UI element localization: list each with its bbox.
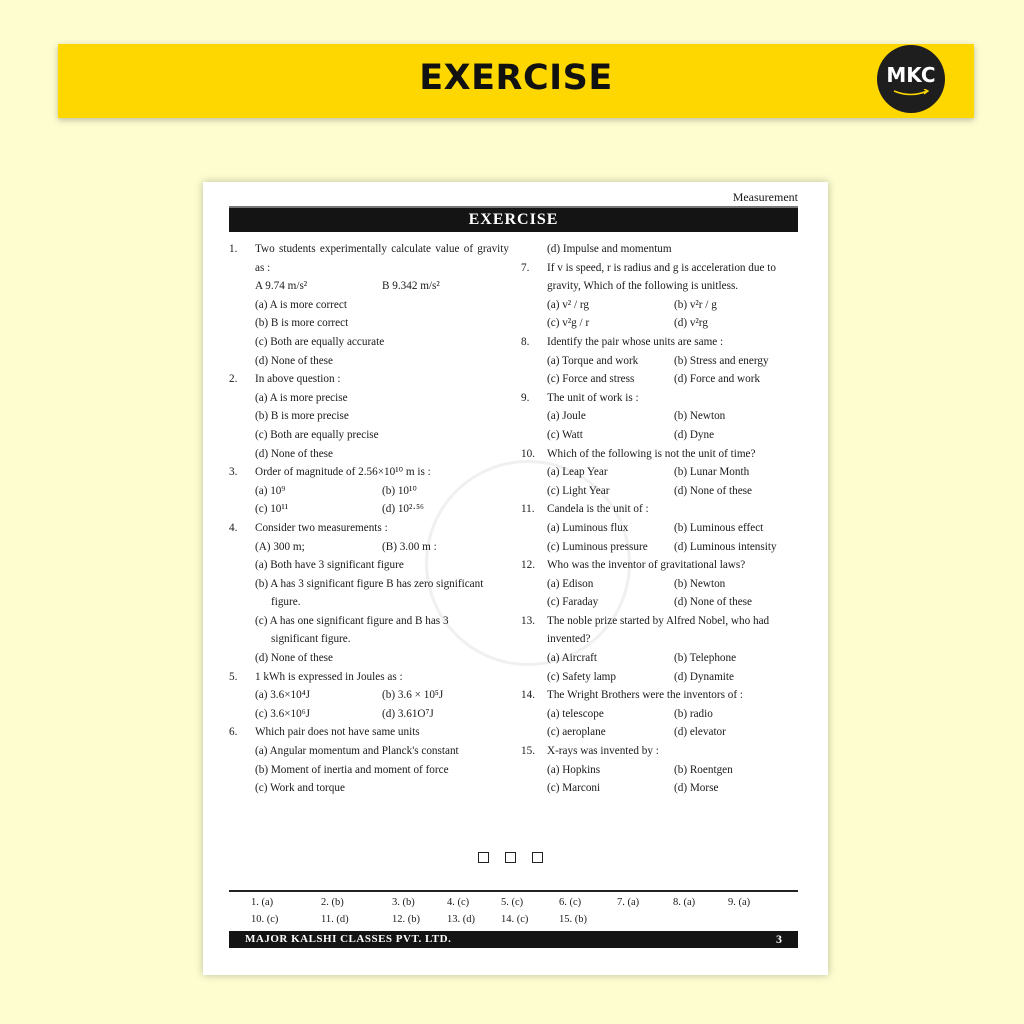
option-row: (c) 10¹¹ (d) 10²·⁵⁶ xyxy=(255,503,424,516)
question: 13. The noble prize started by Alfred Nobel, who had invented? xyxy=(521,614,770,646)
option: (a) A is more correct xyxy=(255,298,347,311)
swoosh-icon xyxy=(893,89,929,97)
page-number: 3 xyxy=(776,932,782,946)
option-row: (c) Safety lamp (d) Dynamite xyxy=(547,670,734,683)
option-continued: significant figure. xyxy=(271,633,351,646)
answer: 9. (a) xyxy=(728,897,751,908)
answer: 4. (c) xyxy=(447,897,470,908)
option: (c) Both are equally accurate xyxy=(255,335,385,348)
answer: 13. (d) xyxy=(447,914,475,925)
question: 12. Who was the inventor of gravitational laws? xyxy=(521,559,746,572)
option: (b) B is more precise xyxy=(255,410,349,423)
question: 4. Consider two measurements : xyxy=(229,521,388,534)
answer: 7. (a) xyxy=(617,897,640,908)
option-row: (c) Force and stress (d) Force and work xyxy=(547,373,761,386)
option-row: (c) v²g / r (d) v²rg xyxy=(547,317,708,330)
option: (a) Angular momentum and Planck's constant xyxy=(255,745,459,758)
answer: 8. (a) xyxy=(673,897,696,908)
answer-row xyxy=(251,911,791,928)
answer: 1. (a) xyxy=(251,897,274,908)
question: 3. Order of magnitude of 2.56×10¹⁰ m is : xyxy=(229,466,431,479)
publisher-name: MAJOR KALSHI CLASSES PVT. LTD. xyxy=(245,933,452,945)
option-row: (a) Hopkins (b) Roentgen xyxy=(547,763,733,776)
answer: 6. (c) xyxy=(559,897,582,908)
option: (d) None of these xyxy=(255,354,333,367)
option-row: (c) Faraday (d) None of these xyxy=(547,596,752,609)
answer-row xyxy=(251,894,791,911)
square-icon xyxy=(478,852,489,863)
option: (a) Both have 3 significant figure xyxy=(255,559,404,572)
option-row: (a) Joule (b) Newton xyxy=(547,410,726,423)
option-row: (a) 10⁹ (b) 10¹⁰ xyxy=(255,484,417,497)
option-row: (c) Watt (d) Dyne xyxy=(547,428,715,441)
left-column xyxy=(225,240,509,798)
option-row: (a) Leap Year (b) Lunar Month xyxy=(547,466,750,479)
option-continued: figure. xyxy=(271,596,301,609)
question: 8. Identify the pair whose units are same : xyxy=(521,335,724,348)
logo-text: MKC xyxy=(886,63,936,87)
answer: 15. (b) xyxy=(559,914,587,925)
option: (c) Work and torque xyxy=(255,782,345,795)
right-column xyxy=(517,240,801,798)
option: (b) A has 3 significant figure B has zero significant xyxy=(255,577,484,590)
mkc-logo xyxy=(877,45,945,113)
banner-title: EXERCISE xyxy=(419,58,613,98)
question: 1. Two students experimentally calculate value of gravity as : xyxy=(229,243,509,274)
square-icon xyxy=(505,852,516,863)
option-row: (a) Luminous flux (b) Luminous effect xyxy=(547,521,764,534)
option-row: (a) v² / rg (b) v²r / g xyxy=(547,298,717,311)
answer-key xyxy=(251,894,791,928)
option-row: (a) telescope (b) radio xyxy=(547,707,713,720)
answer: 5. (c) xyxy=(501,897,524,908)
option: (b) Moment of inertia and moment of force xyxy=(255,763,449,776)
question: 10. Which of the following is not the unit of time? xyxy=(521,447,756,460)
value-pair: A 9.74 m/s² B 9.342 m/s² xyxy=(255,280,440,293)
option: (b) B is more correct xyxy=(255,317,349,330)
answer: 11. (d) xyxy=(321,914,349,925)
running-head: Measurement xyxy=(732,190,798,204)
divider xyxy=(229,890,798,892)
option-row: (c) 3.6×10⁶J (d) 3.61O⁷J xyxy=(255,707,434,720)
option: (c) A has one significant figure and B has 3 xyxy=(255,614,449,627)
answer: 3. (b) xyxy=(392,897,415,908)
question: 11. Candela is the unit of : xyxy=(521,503,649,516)
option-row: (c) aeroplane (d) elevator xyxy=(547,726,726,739)
answer: 14. (c) xyxy=(501,914,529,925)
question: 5. 1 kWh is expressed in Joules as : xyxy=(229,670,403,683)
answer: 10. (c) xyxy=(251,914,279,925)
question: 2. In above question : xyxy=(229,373,341,386)
option-row: (c) Luminous pressure (d) Luminous intensity xyxy=(547,540,777,553)
option: (d) Impulse and momentum xyxy=(547,243,672,255)
option-row: (a) Torque and work (b) Stress and energy xyxy=(547,354,769,367)
value-pair: (A) 300 m; (B) 3.00 m : xyxy=(255,540,437,553)
question: 9. The unit of work is : xyxy=(521,391,639,404)
option: (d) None of these xyxy=(255,652,333,665)
option: (c) Both are equally precise xyxy=(255,428,379,441)
page-footer xyxy=(229,931,798,948)
question: 15. X-rays was invented by : xyxy=(521,745,659,758)
title-banner xyxy=(58,44,974,118)
answer: 12. (b) xyxy=(392,914,420,925)
option: (a) A is more precise xyxy=(255,391,348,404)
option-row: (c) Marconi (d) Morse xyxy=(547,782,719,795)
section-title: EXERCISE xyxy=(229,206,798,232)
question: 6. Which pair does not have same units xyxy=(229,726,420,739)
end-marks xyxy=(478,852,543,863)
square-icon xyxy=(532,852,543,863)
option-row: (a) 3.6×10⁴J (b) 3.6 × 10⁵J xyxy=(255,689,444,702)
question: 14. The Wright Brothers were the inventors of : xyxy=(521,689,744,702)
option-row: (a) Aircraft (b) Telephone xyxy=(547,652,737,665)
answer: 2. (b) xyxy=(321,897,344,908)
option: (d) None of these xyxy=(255,447,333,460)
book-page xyxy=(203,182,828,975)
question: 7. If v is speed, r is radius and g is acceleration due to gravity, Which of the following is unitless. xyxy=(521,261,776,293)
option-row: (a) Edison (b) Newton xyxy=(547,577,726,590)
option-row: (c) Light Year (d) None of these xyxy=(547,484,752,497)
